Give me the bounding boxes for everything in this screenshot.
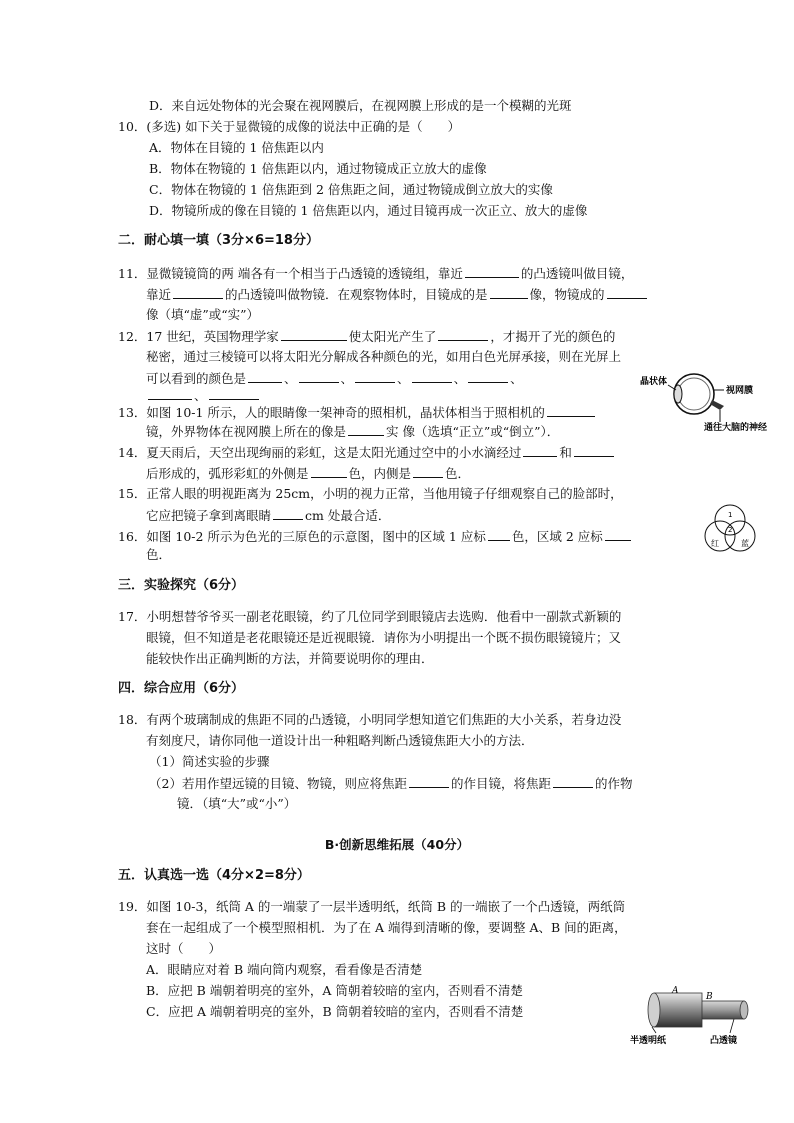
q19-line-3: 这时（ ） [146,941,222,956]
q11-text: 的凸透镜叫做物镜．在观察物体时，目镜成的是 [225,287,488,302]
q11-text: 的凸透镜叫做目镜， [520,266,634,281]
q18-step-2 [149,774,633,793]
answer-blank[interactable] [409,774,449,788]
q18-step-1: （1）简述实验的步骤 [149,754,270,769]
q16-text: 色，区域 2 应标 [511,529,603,544]
q18-line-1: 18．有两个玻璃制成的焦距不同的凸透镜，小明同学想知道它们焦距的大小关系，若身边没 [118,712,622,727]
paper-label: 半透明纸 [630,1036,667,1046]
q19-line-1: 19．如图 10-3，纸筒 A 的一端蒙了一层半透明纸，纸筒 B 的一端嵌了一个凸透镜，两纸筒 [118,899,626,914]
q12-text: 12．17 世纪，英国物理学家 [118,329,279,344]
eye-figure [640,370,780,434]
q18-step-2-cont: 镜．（填“大”或“小”） [177,796,297,811]
tube-b-label: B [706,992,713,1002]
q11-line-2 [146,285,649,304]
q19-option-a: A．眼睛应对着 B 端向筒内观察，看看像是否清楚 [146,962,423,977]
q12-text: 使太阳光产生了 [348,329,437,344]
q14-text: 色． [445,466,471,481]
q13-text: 13．如图 10-1 所示，人的眼睛像一架神奇的照相机，晶状体相当于照相机的 [118,405,545,420]
camera-figure [630,985,770,1047]
q13-text: 镜，外界物体在视网膜上所在的像是 [146,424,347,439]
lens-label: 晶状体 [640,377,668,387]
nerve-label: 通往大脑的神经 [704,423,768,433]
answer-blank[interactable] [523,443,557,457]
tube-b [700,1001,744,1019]
q15-text: cm 处最合适． [305,508,391,523]
q17-line-3: 能较快作出正确判断的方法，并简要说明你的理由． [146,651,434,666]
q13-line-2 [146,422,559,441]
answer-blank[interactable] [574,443,614,457]
separator: 、 [510,371,523,386]
lens-shape [674,385,682,403]
answer-blank[interactable] [281,327,347,341]
q19-option-b: B．应把 B 端朝着明亮的室外，A 筒朝着较暗的室内，否则看不清楚 [146,983,523,998]
q16-line-2: 色． [146,547,172,562]
q19-line-2: 套在一起组成了一个模型照相机．为了在 A 端得到清晰的像，要调整 A、B 间的距离， [146,920,627,935]
q16-line-1 [118,527,633,546]
q14-text: 色，内侧是 [348,466,412,481]
answer-blank[interactable] [607,285,647,299]
q19-option-c: C．应把 A 端朝着明亮的室外，B 筒朝着较暗的室内，否则看不清楚 [146,1004,524,1019]
translucent-paper [648,993,660,1027]
q12-text: ，才揭开了光的颜色的 [490,329,616,344]
separator: 、 [397,371,410,386]
q11-text: 靠近 [146,287,172,302]
answer-blank[interactable] [348,422,384,436]
q11-text: 11．显微镜镜筒的两 端各有一个相当于凸透镜的透镜组，靠近 [118,266,463,281]
answer-blank[interactable] [355,369,395,383]
q14-line-2 [146,464,470,483]
q17-line-1: 17．小明想替爷爷买一副老花眼镜，约了几位同学到眼镜店去选购．他看中一副款式新颖的 [118,609,622,624]
q10-option-c: C．物体在物镜的 1 倍焦距到 2 倍焦距之间，通过物镜成倒立放大的实像 [149,182,553,197]
answer-blank[interactable] [413,464,443,478]
q14-text: 和 [559,445,572,460]
red-label: 红 [711,539,719,548]
tube-a [654,993,702,1027]
q10-stem: 10．(多选) 如下关于显微镜的成像的说法中正确的是（ ） [118,119,461,134]
separator: 、 [453,371,467,386]
q13-line-1 [118,403,597,422]
answer-blank[interactable] [412,369,452,383]
answer-blank[interactable] [311,464,347,478]
answer-blank[interactable] [248,369,282,383]
section-2-title: 二．耐心填一填（3分×6=18分） [118,233,319,248]
q18-line-2: 有刻度尺，请你同他一道设计出一种粗略判断凸透镜焦距大小的方法． [146,733,534,748]
answer-blank[interactable] [547,403,595,417]
q13-text: 实 像（选填“正立”或“倒立”）． [386,424,560,439]
tube-a-label: A [672,986,679,996]
answer-blank[interactable] [468,369,508,383]
answer-blank[interactable] [299,369,339,383]
retina-label: 视网膜 [726,386,754,396]
color-figure [700,500,760,560]
q14-text: 后形成的，弧形彩虹的外侧是 [146,466,309,481]
q11-line-3: 像（填“虚”或“实”） [146,307,260,322]
blue-label: 蓝 [741,539,749,548]
q16-text: 16．如图 10-2 所示为色光的三原色的示意图，图中的区域 1 应标 [118,529,486,544]
paper-pointer [652,1027,656,1033]
area-1-label: 1 [728,511,733,519]
q12-line-2: 秘密，通过三棱镜可以将太阳光分解成各种颜色的光，如用白色光屏承接，则在光屏上 [146,349,622,364]
section-5-title: 五．认真选一选（4分×2=8分） [118,868,310,883]
q14-text: 14．夏天雨后，天空出现绚丽的彩虹，这是太阳光通过空中的小水滴经过 [118,445,522,460]
answer-blank[interactable] [465,264,519,278]
q10-option-a: A．物体在目镜的 1 倍焦距以内 [149,140,324,155]
q17-line-2: 眼镜，但不知道是老花眼镜还是近视眼镜．请你为小明提出一个既不损伤眼镜镜片；又 [146,630,622,645]
q18-text: 的作目镜，将焦距 [450,776,551,791]
q9-option-d: D．来自远处物体的光会聚在视网膜后，在视网膜上形成的是一个模糊的光斑 [149,98,572,113]
separator: 、 [284,371,297,386]
q14-line-1 [118,443,616,462]
q15-line-1: 15．正常人眼的明视距离为 25cm，小明的视力正常，当他用镜子仔细观察自己的脸部时， [118,486,623,501]
answer-blank[interactable] [553,774,593,788]
answer-blank[interactable] [209,386,259,400]
q10-option-d: D．物镜所成的像在目镜的 1 倍焦距以内，通过目镜再成一次正立、放大的虚像 [149,203,588,218]
separator: 、 [194,388,207,403]
q15-text: 它应把镜子拿到离眼睛 [146,508,272,523]
q12-line-1 [118,327,615,346]
q12-text: 可以看到的颜色是 [146,371,247,386]
answer-blank[interactable] [438,327,488,341]
separator: 、 [340,371,354,386]
q11-line-1 [118,264,633,283]
q10-option-b: B．物体在物镜的 1 倍焦距以内，通过物镜成正立放大的虚像 [149,161,487,176]
convex-lens [740,1001,748,1019]
answer-blank[interactable] [605,527,631,541]
answer-blank[interactable] [273,506,303,520]
section-3-title: 三．实验探究（6分） [118,578,245,593]
q15-line-2 [146,506,390,525]
answer-blank[interactable] [488,527,510,541]
q11-text: 像，物镜成的 [529,287,605,302]
answer-blank[interactable] [173,285,223,299]
convex-lens-label: 凸透镜 [710,1036,738,1046]
answer-blank[interactable] [490,285,528,299]
q18-text: 的作物 [594,776,633,791]
nerve-shape [710,400,724,410]
lens-pointer [730,1019,734,1033]
q18-text: （2）若用作望远镜的目镜、物镜，则应将焦距 [149,776,407,791]
section-4-title: 四．综合应用（6分） [118,681,245,696]
area-2-label: 2 [728,526,733,534]
part-b-title: B·创新思维拓展（40分） [324,837,470,852]
answer-blank[interactable] [148,386,192,400]
